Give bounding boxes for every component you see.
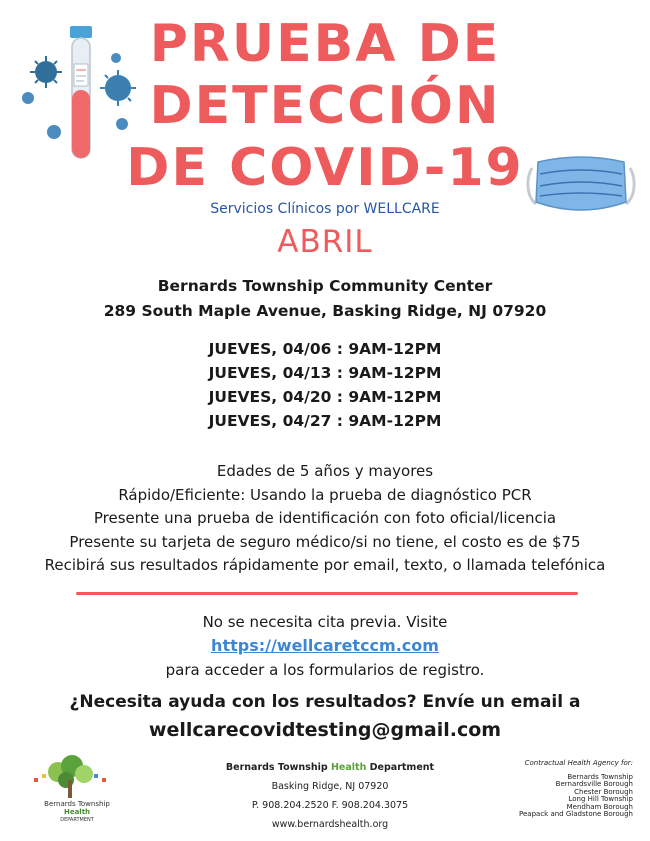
- divider: [76, 592, 578, 595]
- title-line-2: DETECCIÓN: [149, 76, 501, 136]
- venue-address: 289 South Maple Avenue, Basking Ridge, NJ 07920: [103, 302, 547, 320]
- agency-town: Long Hill Township: [568, 795, 633, 803]
- date-list: [0, 337, 650, 433]
- walkin-section: [0, 610, 650, 682]
- agency-town: Chester Borough: [574, 787, 633, 796]
- registration-link[interactable]: https://wellcaretccm.com: [211, 636, 439, 655]
- venue-name: Bernards Township Community Center: [157, 277, 493, 295]
- detail-item: Presente su tarjeta de seguro médico/si no tiene, el costo es de $75: [69, 532, 581, 551]
- detail-item: Recibirá sus resultados rápidamente por email, texto, o llamada telefónica: [44, 556, 606, 574]
- department-info: [210, 758, 450, 834]
- date-item: JUEVES, 04/13 : 9AM-12PM: [208, 364, 442, 382]
- logo-line-1: Bernards Township: [44, 800, 110, 808]
- logo-line-3: DEPARTMENT: [60, 817, 94, 823]
- department-phones: P. 908.204.2520 F. 908.204.3075: [251, 800, 409, 811]
- agency-list: [500, 760, 633, 819]
- subtitle: Servicios Clínicos por WELLCARE: [210, 201, 440, 217]
- logo-line-2: Health: [63, 808, 91, 816]
- detail-item: Presente una prueba de identificación con foto oficial/licencia: [93, 509, 557, 527]
- date-item: JUEVES, 04/20 : 9AM-12PM: [208, 388, 442, 406]
- agency-town: Bernardsville Borough: [555, 780, 633, 788]
- details-list: [0, 460, 650, 578]
- help-email[interactable]: wellcarecovidtesting@gmail.com: [148, 719, 502, 741]
- agency-town: Peapack and Gladstone Borough: [519, 810, 633, 818]
- logo-caption: [42, 800, 112, 824]
- detail-item: Edades de 5 años y mayores: [216, 462, 434, 480]
- help-question: ¿Necesita ayuda con los resultados? Envíe un email a: [69, 692, 581, 712]
- department-name: Bernards Township Health Department: [225, 762, 435, 773]
- department-city: Basking Ridge, NJ 07920: [271, 781, 389, 792]
- date-item: JUEVES, 04/06 : 9AM-12PM: [208, 340, 442, 358]
- walkin-text-2: para acceder a los formularios de registro.: [165, 661, 485, 679]
- title-line-3: DE COVID-19: [126, 138, 524, 198]
- department-website[interactable]: www.bernardshealth.org: [271, 819, 389, 830]
- title-line-1: PRUEBA DE: [149, 14, 501, 74]
- agency-heading: Contractual Health Agency for:: [524, 759, 633, 767]
- tree-icon: [48, 755, 93, 798]
- date-item: JUEVES, 04/27 : 9AM-12PM: [208, 412, 442, 430]
- detail-item: Rápido/Eficiente: Usando la prueba de diagnóstico PCR: [118, 485, 532, 504]
- month-heading: ABRIL: [277, 224, 373, 260]
- walkin-text: No se necesita cita previa. Visite: [202, 613, 448, 631]
- agency-town: Mendham Borough: [566, 802, 633, 811]
- agency-town: Bernards Township: [567, 772, 633, 781]
- help-section: [0, 688, 650, 744]
